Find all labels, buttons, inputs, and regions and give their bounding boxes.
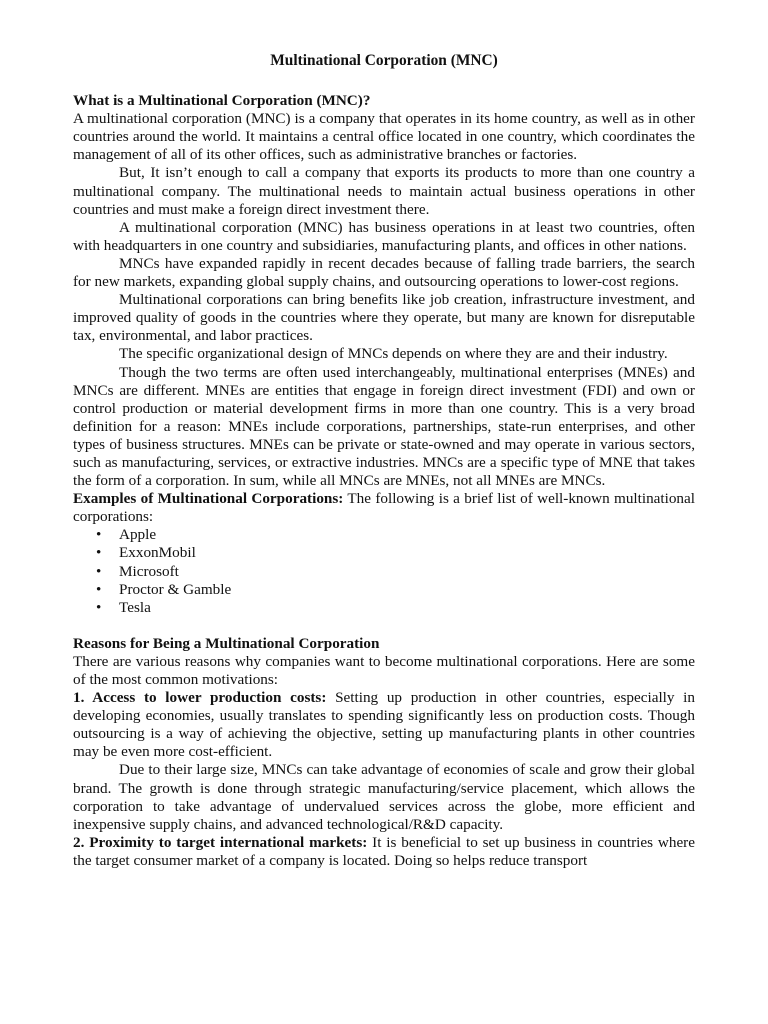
list-item: • Tesla [73, 599, 695, 617]
paragraph-mne-vs-mnc: Though the two terms are often used interchangeably, multinational enterprises (MNEs) and MNCs are different. MNEs are entities that engage in foreign direct investment (FDI) and own or control production or material development firms in more than one country. This is a very broad definition for a reason: MNEs include corporations, partnerships, state-run enterprises, and other types of business structures. MNEs can be private or state-owned and may operate in various sectors, such as manufacturing, services, or extractive industries. MNCs are a specific type of MNE that takes the form of a corporation. In sum, while all MNCs are MNEs, not all MNEs are MNCs. [73, 363, 695, 490]
examples-text: The following is a brief list of well-known multinational corporations: [73, 490, 695, 526]
document-page [73, 52, 695, 870]
paragraph-reason-1 [73, 689, 695, 761]
reason-1-label: 1. Access to lower production costs: [73, 689, 327, 707]
paragraph-expansion: MNCs have expanded rapidly in recent decades because of falling trade barriers, the search for new markets, expanding global supply chains, and outsourcing operations to lower-cost regions. [73, 254, 695, 291]
paragraph-examples [73, 490, 695, 526]
examples-list [73, 526, 695, 616]
reason-1-text: Setting up production in other countries, especially in developing economies, usually translates to spending significantly less on production costs. Though outsourcing is a way of achieving the objective, setting up manufacturing plants in other countries may be even more cost-efficient. [73, 689, 695, 761]
paragraph-operations: A multinational corporation (MNC) has business operations in at least two countries, often with headquarters in one country and subsidiaries, manufacturing plants, and offices in other nations. [73, 218, 695, 254]
paragraph-reason-2 [73, 834, 695, 870]
paragraph-benefits: Multinational corporations can bring benefits like job creation, infrastructure investment, and improved quality of goods in the countries where they operate, but many are known for disreputable tax, environmental, and labor practices. [73, 291, 695, 345]
list-item: • Proctor & Gamble [73, 581, 695, 599]
paragraph-definition: A multinational corporation (MNC) is a company that operates in its home country, as well as in other countries around the world. It maintains a central office located in one country, which coordinates the management of all of its other offices, such as administrative branches or factories. [73, 110, 695, 164]
paragraph-reasons-intro: There are various reasons why companies want to become multinational corporations. Here are some of the most common motivations: [73, 652, 695, 688]
paragraph-reason-1-continued: Due to their large size, MNCs can take advantage of economies of scale and grow their global brand. The growth is done through strategic manufacturing/service placement, which allows the corporation to take advantage of undervalued services across the globe, more efficient and inexpensive supply chains, and advanced technological/R&D capacity. [73, 761, 695, 833]
section-heading-reasons: Reasons for Being a Multinational Corporation [73, 634, 380, 652]
reason-2-label: 2. Proximity to target international markets: [73, 833, 368, 851]
examples-label: Examples of Multinational Corporations: [73, 490, 344, 508]
paragraph-exports: But, It isn’t enough to call a company that exports its products to more than one country a multinational company. The multinational needs to maintain actual business operations in other countries and must make a foreign direct investment there. [73, 164, 695, 218]
reason-2-text: It is beneficial to set up business in countries where the target consumer market of a company is located. Doing so helps reduce transport [73, 833, 695, 869]
paragraph-design: The specific organizational design of MNCs depends on where they are and their industry. [119, 345, 668, 363]
list-item: • Microsoft [73, 563, 695, 581]
list-item: • ExxonMobil [73, 544, 695, 562]
section-heading-what-is-mnc: What is a Multinational Corporation (MNC)? [73, 92, 371, 110]
spacer [73, 617, 695, 635]
list-item: • Apple [73, 526, 695, 544]
document-title: Multinational Corporation (MNC) [270, 52, 498, 69]
